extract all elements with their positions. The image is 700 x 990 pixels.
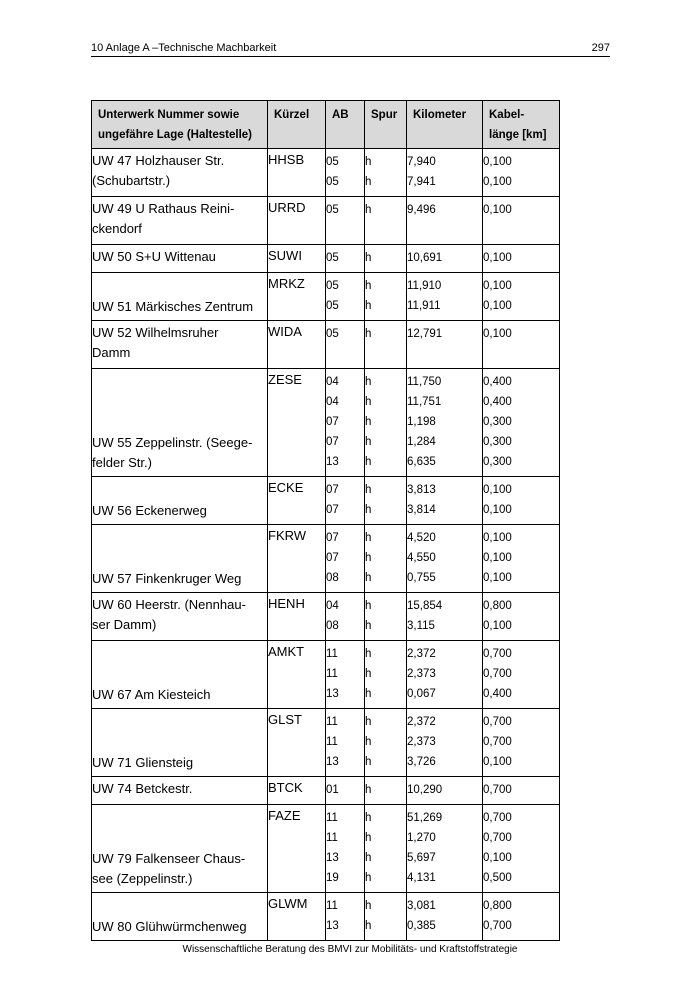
kilometer-value: 7,941: [407, 176, 436, 188]
kilometer-value: 15,854: [407, 600, 443, 612]
spur-value: h: [365, 456, 372, 468]
ab-value: 07: [326, 504, 339, 516]
kilometer-value: 4,520: [407, 532, 436, 544]
kilometer-value: 2,372: [407, 648, 436, 660]
kabel-value: 0,400: [483, 396, 512, 408]
kilometer-value: 51,269: [407, 812, 443, 824]
kabel-value: 0,700: [483, 832, 512, 844]
kilometer-cell: [407, 197, 483, 245]
kilometer-value: 0,755: [407, 572, 436, 584]
ab-value: 04: [326, 396, 339, 408]
kabel-value: 0,100: [483, 204, 512, 216]
spur-value: h: [365, 416, 372, 428]
kilometer-value: 2,373: [407, 736, 436, 748]
spur-cell: [365, 805, 407, 893]
code-cell: [268, 245, 326, 273]
kabel-value: 0,100: [483, 852, 512, 864]
ab-value: 07: [326, 484, 339, 496]
station-code: HHSB: [268, 152, 305, 167]
col-header-line: Kürzel: [274, 109, 310, 121]
substation-name-line: UW 60 Heerstr. (Nennhau-: [92, 597, 246, 612]
substation-name-line: UW 57 Finkenkruger Weg: [92, 571, 242, 586]
kabel-cell: [483, 477, 560, 525]
kilometer-value: 11,911: [407, 300, 441, 312]
kilometer-value: 7,940: [407, 156, 436, 168]
substation-name-cell: [92, 641, 268, 709]
spur-value: h: [365, 532, 372, 544]
code-cell: [268, 805, 326, 893]
substation-name-line: UW 80 Glühwürmchenweg: [92, 919, 247, 934]
kabel-value: 0,400: [483, 376, 512, 388]
spur-value: h: [365, 328, 372, 340]
kabel-value: 0,500: [483, 872, 512, 884]
spur-value: h: [365, 852, 372, 864]
code-cell: [268, 709, 326, 777]
col-header-line: länge [km]: [489, 129, 547, 141]
col-header-line: AB: [332, 109, 349, 121]
kilometer-value: 10,691: [407, 252, 443, 264]
spur-value: h: [365, 716, 372, 728]
kabel-value: 0,100: [483, 504, 512, 516]
ab-value: 04: [326, 600, 339, 612]
spur-value: h: [365, 600, 372, 612]
kabel-value: 0,100: [483, 176, 512, 188]
substation-name-cell: [92, 369, 268, 477]
kabel-value: 0,800: [483, 600, 512, 612]
code-cell: [268, 321, 326, 369]
kilometer-value: 11,751: [407, 396, 442, 408]
kabel-value: 0,100: [483, 620, 512, 632]
ab-cell: [326, 777, 365, 805]
substation-name-line: felder Str.): [92, 455, 152, 470]
substation-name-cell: [92, 893, 268, 941]
ab-value: 13: [326, 852, 339, 864]
spur-value: h: [365, 832, 372, 844]
spur-value: h: [365, 688, 372, 700]
spur-value: h: [365, 204, 372, 216]
ab-cell: [326, 477, 365, 525]
substation-name-line: UW 55 Zeppelinstr. (Seege-: [92, 435, 253, 450]
col-header-line: Unterwerk Nummer sowie: [98, 109, 240, 121]
spur-value: h: [365, 784, 372, 796]
kabel-cell: [483, 709, 560, 777]
table-row: [92, 273, 560, 321]
kabel-cell: [483, 641, 560, 709]
ab-cell: [326, 709, 365, 777]
code-cell: [268, 273, 326, 321]
kilometer-cell: [407, 709, 483, 777]
kilometer-cell: [407, 805, 483, 893]
kabel-cell: [483, 805, 560, 893]
kilometer-value: 2,372: [407, 716, 436, 728]
ab-value: 13: [326, 920, 339, 932]
code-cell: [268, 641, 326, 709]
kabel-value: 0,100: [483, 756, 512, 768]
substation-name-line: ser Damm): [92, 617, 157, 632]
col-header-line: Kabel-: [489, 109, 525, 121]
kabel-value: 0,100: [483, 532, 512, 544]
kabel-value: 0,700: [483, 668, 512, 680]
page-number: 297: [591, 42, 610, 54]
spur-value: h: [365, 736, 372, 748]
col-header-line: Spur: [371, 109, 398, 121]
ab-cell: [326, 149, 365, 197]
table-row: [92, 709, 560, 777]
ab-value: 11: [326, 648, 338, 660]
spur-cell: [365, 369, 407, 477]
spur-cell: [365, 641, 407, 709]
spur-cell: [365, 709, 407, 777]
spur-cell: [365, 321, 407, 369]
ab-value: 11: [326, 832, 338, 844]
kilometer-cell: [407, 777, 483, 805]
kabel-value: 0,100: [483, 328, 512, 340]
substation-name-line: UW 71 Gliensteig: [92, 755, 194, 770]
kilometer-value: 3,115: [407, 620, 435, 632]
kilometer-value: 1,284: [407, 436, 436, 448]
substation-name-cell: [92, 245, 268, 273]
substation-name-cell: [92, 593, 268, 641]
kabel-value: 0,300: [483, 436, 512, 448]
substation-name-line: UW 74 Betckestr.: [92, 781, 193, 796]
station-code: HENH: [268, 596, 305, 611]
kabel-value: 0,100: [483, 572, 512, 584]
kabel-value: 0,700: [483, 648, 512, 660]
kilometer-value: 3,081: [407, 900, 436, 912]
substation-name-cell: [92, 321, 268, 369]
station-code: ZESE: [268, 372, 302, 387]
table-row: [92, 777, 560, 805]
kilometer-value: 5,697: [407, 852, 436, 864]
kilometer-cell: [407, 593, 483, 641]
ab-value: 11: [326, 668, 338, 680]
table-row: [92, 149, 560, 197]
substation-name-line: UW 56 Eckenerweg: [92, 503, 207, 518]
spur-cell: [365, 149, 407, 197]
kabel-value: 0,700: [483, 920, 512, 932]
substation-name-line: UW 79 Falkenseer Chaus-: [92, 851, 246, 866]
table-row: [92, 197, 560, 245]
kilometer-value: 12,791: [407, 328, 443, 340]
ab-value: 11: [326, 900, 338, 912]
kabel-value: 0,700: [483, 784, 512, 796]
spur-value: h: [365, 620, 372, 632]
kilometer-value: 4,131: [407, 872, 436, 884]
table-row: [92, 893, 560, 941]
kilometer-value: 1,270: [407, 832, 436, 844]
table-row: [92, 525, 560, 593]
page-header: [91, 40, 610, 57]
ab-value: 05: [326, 252, 339, 264]
ab-cell: [326, 525, 365, 593]
kilometer-value: 10,290: [407, 784, 443, 796]
kabel-cell: [483, 321, 560, 369]
ab-cell: [326, 321, 365, 369]
code-cell: [268, 593, 326, 641]
spur-cell: [365, 273, 407, 321]
spur-value: h: [365, 376, 372, 388]
kilometer-cell: [407, 477, 483, 525]
ab-value: 11: [326, 736, 338, 748]
substation-name-cell: [92, 273, 268, 321]
code-cell: [268, 197, 326, 245]
code-cell: [268, 777, 326, 805]
station-code: SUWI: [268, 248, 302, 263]
col-header-kabellaenge: [483, 101, 560, 149]
kilometer-value: 2,373: [407, 668, 436, 680]
kabel-cell: [483, 197, 560, 245]
kilometer-cell: [407, 525, 483, 593]
ab-value: 08: [326, 572, 339, 584]
spur-value: h: [365, 668, 372, 680]
substation-name-line: UW 52 Wilhelmsruher: [92, 325, 219, 340]
ab-value: 19: [326, 872, 339, 884]
kilometer-value: 4,550: [407, 552, 436, 564]
station-code: ECKE: [268, 480, 304, 495]
ab-value: 05: [326, 204, 339, 216]
spur-cell: [365, 777, 407, 805]
spur-cell: [365, 593, 407, 641]
table-header-row: [92, 101, 560, 149]
substation-name-cell: [92, 197, 268, 245]
kilometer-value: 3,726: [407, 756, 436, 768]
kilometer-value: 3,813: [407, 484, 436, 496]
table-row: [92, 369, 560, 477]
table-row: [92, 245, 560, 273]
kabel-value: 0,100: [483, 252, 512, 264]
substation-table: [91, 100, 560, 941]
ab-cell: [326, 369, 365, 477]
table-row: [92, 321, 560, 369]
spur-value: h: [365, 396, 372, 408]
table-row: [92, 593, 560, 641]
ab-cell: [326, 893, 365, 941]
station-code: GLST: [268, 712, 302, 727]
kilometer-value: 11,910: [407, 280, 442, 292]
ab-value: 07: [326, 532, 339, 544]
spur-value: h: [365, 504, 372, 516]
kabel-value: 0,300: [483, 456, 512, 468]
station-code: MRKZ: [268, 276, 305, 291]
code-cell: [268, 369, 326, 477]
substation-name-cell: [92, 477, 268, 525]
spur-value: h: [365, 436, 372, 448]
ab-value: 08: [326, 620, 339, 632]
spur-value: h: [365, 252, 372, 264]
kabel-cell: [483, 149, 560, 197]
ab-cell: [326, 197, 365, 245]
ab-value: 05: [326, 280, 339, 292]
kabel-cell: [483, 273, 560, 321]
substation-name-line: Damm: [92, 345, 131, 360]
spur-value: h: [365, 812, 372, 824]
kilometer-cell: [407, 369, 483, 477]
col-header-spur: [365, 101, 407, 149]
col-header-kuerzel: [268, 101, 326, 149]
ab-value: 07: [326, 416, 339, 428]
spur-value: h: [365, 648, 372, 660]
ab-cell: [326, 273, 365, 321]
substation-name-line: UW 67 Am Kiesteich: [92, 687, 211, 702]
kabel-cell: [483, 369, 560, 477]
code-cell: [268, 525, 326, 593]
ab-cell: [326, 641, 365, 709]
kabel-value: 0,700: [483, 716, 512, 728]
station-code: URRD: [268, 200, 306, 215]
spur-value: h: [365, 484, 372, 496]
kabel-value: 0,700: [483, 736, 512, 748]
ab-cell: [326, 593, 365, 641]
kilometer-value: 1,198: [407, 416, 436, 428]
substation-name-line: see (Zeppelinstr.): [92, 871, 193, 886]
table-row: [92, 805, 560, 893]
spur-value: h: [365, 872, 372, 884]
station-code: FKRW: [268, 528, 307, 543]
kilometer-value: 11,750: [407, 376, 442, 388]
station-code: WIDA: [268, 324, 302, 339]
kabel-value: 0,100: [483, 484, 512, 496]
kilometer-cell: [407, 273, 483, 321]
ab-value: 05: [326, 176, 339, 188]
spur-value: h: [365, 572, 372, 584]
ab-value: 13: [326, 756, 339, 768]
kilometer-cell: [407, 321, 483, 369]
substation-name-line: UW 51 Märkisches Zentrum: [92, 299, 254, 314]
spur-cell: [365, 525, 407, 593]
substation-name-line: UW 49 U Rathaus Reini-: [92, 201, 235, 216]
col-header-ab: [326, 101, 365, 149]
kilometer-cell: [407, 245, 483, 273]
station-code: AMKT: [268, 644, 305, 659]
kabel-value: 0,700: [483, 812, 512, 824]
ab-value: 13: [326, 456, 339, 468]
kilometer-cell: [407, 641, 483, 709]
spur-value: h: [365, 552, 372, 564]
kilometer-value: 3,814: [407, 504, 436, 516]
ab-value: 05: [326, 328, 339, 340]
ab-value: 07: [326, 436, 339, 448]
kabel-value: 0,100: [483, 552, 512, 564]
kilometer-value: 0,385: [407, 920, 436, 932]
spur-cell: [365, 245, 407, 273]
kabel-cell: [483, 593, 560, 641]
col-header-line: Kilometer: [413, 109, 467, 121]
ab-value: 05: [326, 156, 339, 168]
kabel-value: 0,100: [483, 300, 512, 312]
col-header-unterwerk: [92, 101, 268, 149]
kilometer-cell: [407, 893, 483, 941]
spur-value: h: [365, 756, 372, 768]
substation-name-cell: [92, 805, 268, 893]
kabel-value: 0,400: [483, 688, 512, 700]
ab-value: 11: [326, 812, 338, 824]
kabel-value: 0,100: [483, 156, 512, 168]
kabel-cell: [483, 245, 560, 273]
kabel-value: 0,300: [483, 416, 512, 428]
kabel-value: 0,800: [483, 900, 512, 912]
kabel-cell: [483, 777, 560, 805]
col-header-line: ungefähre Lage (Haltestelle): [98, 129, 253, 141]
spur-value: h: [365, 156, 372, 168]
substation-name-cell: [92, 149, 268, 197]
spur-value: h: [365, 280, 372, 292]
substation-name-line: ckendorf: [92, 221, 142, 236]
ab-value: 11: [326, 716, 338, 728]
spur-value: h: [365, 300, 372, 312]
substation-name-cell: [92, 709, 268, 777]
code-cell: [268, 477, 326, 525]
kabel-cell: [483, 525, 560, 593]
kilometer-value: 9,496: [407, 204, 436, 216]
station-code: GLWM: [268, 896, 308, 911]
ab-cell: [326, 805, 365, 893]
kabel-cell: [483, 893, 560, 941]
spur-cell: [365, 893, 407, 941]
spur-value: h: [365, 176, 372, 188]
spur-cell: [365, 477, 407, 525]
substation-name-cell: [92, 525, 268, 593]
kabel-value: 0,100: [483, 280, 512, 292]
code-cell: [268, 893, 326, 941]
ab-value: 01: [326, 784, 339, 796]
ab-value: 05: [326, 300, 339, 312]
table-row: [92, 477, 560, 525]
substation-name-line: UW 50 S+U Wittenau: [92, 249, 216, 264]
spur-value: h: [365, 920, 372, 932]
ab-value: 04: [326, 376, 339, 388]
ab-value: 13: [326, 688, 339, 700]
ab-cell: [326, 245, 365, 273]
substation-name-line: (Schubartstr.): [92, 173, 171, 188]
ab-value: 07: [326, 552, 339, 564]
station-code: FAZE: [268, 808, 301, 823]
kilometer-value: 0,067: [407, 688, 436, 700]
table-row: [92, 641, 560, 709]
section-title: 10 Anlage A –Technische Machbarkeit: [91, 42, 277, 54]
kilometer-value: 6,635: [407, 456, 436, 468]
station-code: BTCK: [268, 780, 303, 795]
code-cell: [268, 149, 326, 197]
substation-name-cell: [92, 777, 268, 805]
spur-value: h: [365, 900, 372, 912]
substation-name-line: UW 47 Holzhauser Str.: [92, 153, 225, 168]
spur-cell: [365, 197, 407, 245]
col-header-kilometer: [407, 101, 483, 149]
page-footer: Wissenschaftliche Beratung des BMVI zur Mobilitäts- und Kraftstoffstrategie: [182, 944, 518, 955]
kilometer-cell: [407, 149, 483, 197]
